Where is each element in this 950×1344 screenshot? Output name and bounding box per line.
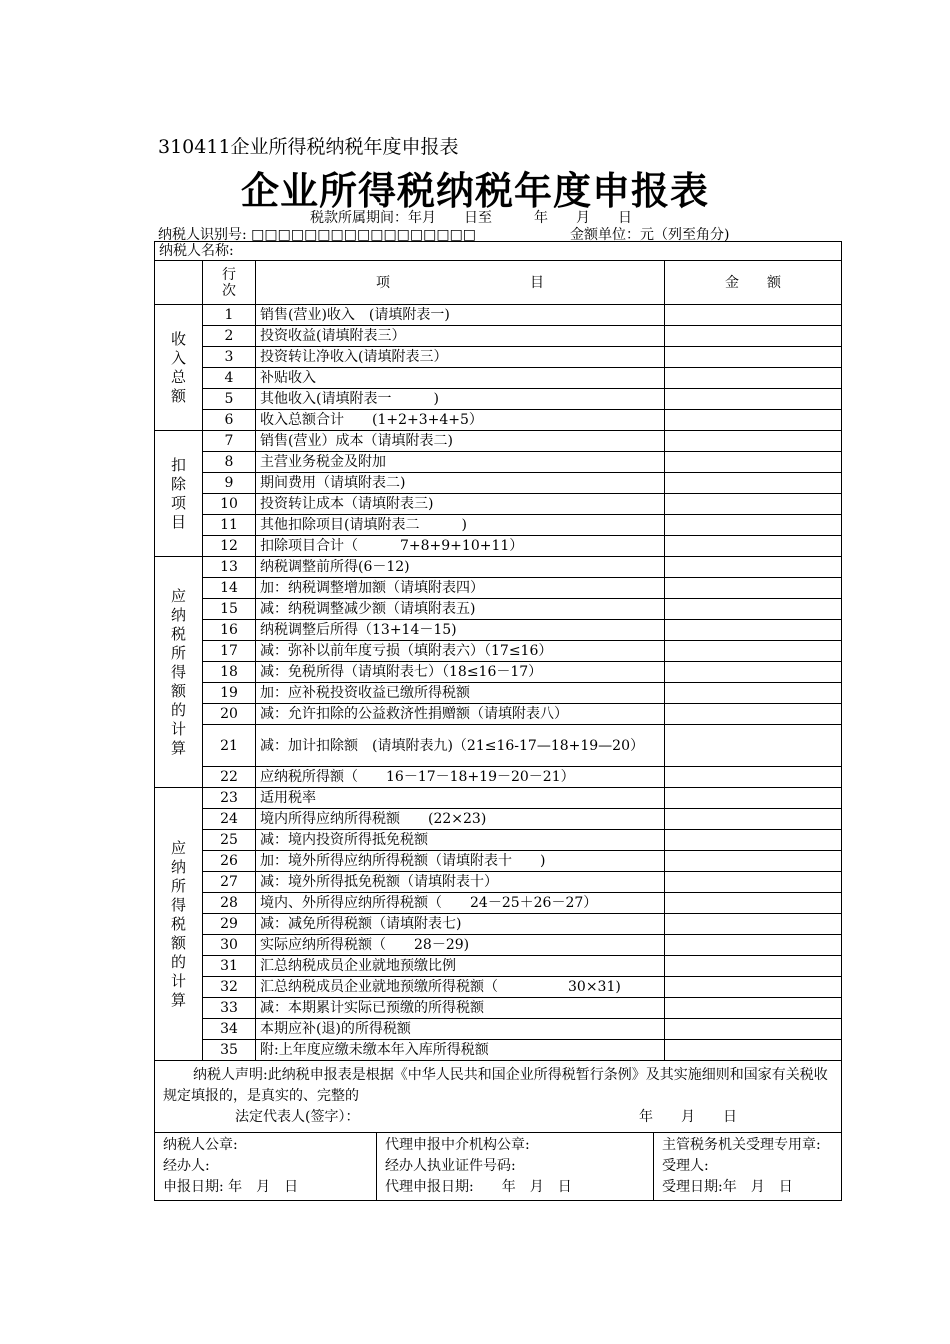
row-number: 23 <box>203 788 256 809</box>
row-item-text: 投资收益(请填附表三） <box>256 326 665 347</box>
row-item-text: 投资转让净收入(请填附表三） <box>256 347 665 368</box>
row-amount-field[interactable] <box>665 431 842 452</box>
row-item-text: 扣除项目合计（ 7+8+9+10+11） <box>256 536 665 557</box>
row-amount-field[interactable] <box>665 998 842 1019</box>
taxpayer-name-label: 纳税人名称: <box>159 243 234 259</box>
table-row <box>155 536 842 557</box>
table-row <box>155 1019 842 1040</box>
row-amount-field[interactable] <box>665 830 842 851</box>
row-item-text: 减：境外所得抵免税额（请填附表十） <box>256 872 665 893</box>
legal-representative-label[interactable]: 法定代表人(签字）： <box>235 1109 360 1125</box>
table-row <box>155 956 842 977</box>
row-number: 24 <box>203 809 256 830</box>
row-amount-field[interactable] <box>665 893 842 914</box>
row-item-text: 主营业务税金及附加 <box>256 452 665 473</box>
signature-row <box>155 1133 842 1201</box>
section-label: 应纳税所得额的计算 <box>155 557 203 788</box>
table-row <box>155 977 842 998</box>
taxpayer-id-label: 纳税人识别号: □□□□□□□□□□□□□□□□□ <box>158 227 477 243</box>
row-amount-field[interactable] <box>665 452 842 473</box>
row-amount-field[interactable] <box>665 515 842 536</box>
table-row <box>155 599 842 620</box>
table-row <box>155 872 842 893</box>
row-amount-field[interactable] <box>665 851 842 872</box>
taxpayer-declaration <box>155 1061 842 1133</box>
table-row <box>155 515 842 536</box>
row-number: 10 <box>203 494 256 515</box>
row-amount-field[interactable] <box>665 956 842 977</box>
header-item: 项 目 <box>256 261 665 305</box>
section-label: 应纳所得税额的计算 <box>155 788 203 1061</box>
amount-unit-label: 金额单位：元（列至角分) <box>570 227 730 243</box>
table-row <box>155 305 842 326</box>
row-item-text: 境内、外所得应纳所得税额（ 24－25＋26－27） <box>256 893 665 914</box>
row-item-text: 补贴收入 <box>256 368 665 389</box>
row-amount-field[interactable] <box>665 683 842 704</box>
table-row <box>155 662 842 683</box>
row-item-text: 应纳税所得额（ 16－17－18+19－20－21） <box>256 767 665 788</box>
row-amount-field[interactable] <box>665 935 842 956</box>
table-row <box>155 347 842 368</box>
tax-authority-block[interactable] <box>654 1133 842 1200</box>
row-item-text: 加：纳税调整增加额（请填附表四） <box>256 578 665 599</box>
row-amount-field[interactable] <box>665 326 842 347</box>
row-item-text: 减：减免所得税额（请填附表七) <box>256 914 665 935</box>
signature-line: 主管税务机关受理专用章: <box>662 1137 821 1153</box>
row-number: 15 <box>203 599 256 620</box>
table-row <box>155 641 842 662</box>
row-amount-field[interactable] <box>665 1040 842 1061</box>
row-number: 8 <box>203 452 256 473</box>
row-amount-field[interactable] <box>665 914 842 935</box>
signature-line: 纳税人公章: <box>163 1137 238 1153</box>
row-amount-field[interactable] <box>665 872 842 893</box>
row-item-text: 加：应补税投资收益已缴所得税额 <box>256 683 665 704</box>
signature-line: 代理申报日期: 年 月 日 <box>385 1179 572 1195</box>
table-row <box>155 998 842 1019</box>
row-item-text: 其他扣除项目(请填附表二 ) <box>256 515 665 536</box>
table-row <box>155 452 842 473</box>
row-number: 12 <box>203 536 256 557</box>
row-item-text: 汇总纳税成员企业就地预缴比例 <box>256 956 665 977</box>
row-number: 16 <box>203 620 256 641</box>
row-amount-field[interactable] <box>665 620 842 641</box>
table-row <box>155 431 842 452</box>
row-number: 25 <box>203 830 256 851</box>
row-amount-field[interactable] <box>665 473 842 494</box>
row-number: 30 <box>203 935 256 956</box>
row-number: 34 <box>203 1019 256 1040</box>
signature-line: 经办人执业证件号码: <box>385 1158 516 1174</box>
row-item-text: 减：免税所得（请填附表七）（18≤16－17） <box>256 662 665 683</box>
row-amount-field[interactable] <box>665 767 842 788</box>
row-item-text: 其他收入(请填附表一 ) <box>256 389 665 410</box>
row-item-text: 附:上年度应缴未缴本年入库所得税额 <box>256 1040 665 1061</box>
table-row <box>155 914 842 935</box>
row-number: 7 <box>203 431 256 452</box>
row-item-text: 投资转让成本（请填附表三) <box>256 494 665 515</box>
signature-line: 受理日期:年 月 日 <box>662 1179 793 1195</box>
document-code-line: 310411企业所得税纳税年度申报表 <box>158 136 459 158</box>
row-item-text: 减：加计扣除额 (请填附表九)（21≤16-17—18+19—20） <box>256 725 665 767</box>
row-number: 6 <box>203 410 256 431</box>
row-number: 1 <box>203 305 256 326</box>
table-row <box>155 494 842 515</box>
row-number: 31 <box>203 956 256 977</box>
row-item-text: 加：境外所得应纳所得税额（请填附表十 ) <box>256 851 665 872</box>
table-row <box>155 809 842 830</box>
row-amount-field[interactable] <box>665 578 842 599</box>
table-row <box>155 893 842 914</box>
declaration-form-table <box>154 241 842 1201</box>
row-number: 14 <box>203 578 256 599</box>
row-number: 19 <box>203 683 256 704</box>
row-number: 33 <box>203 998 256 1019</box>
row-amount-field[interactable] <box>665 389 842 410</box>
row-amount-field[interactable] <box>665 809 842 830</box>
signature-line: 代理申报中介机构公章: <box>385 1137 530 1153</box>
row-amount-field[interactable] <box>665 599 842 620</box>
agent-seal-block[interactable] <box>377 1133 654 1200</box>
table-row <box>155 725 842 767</box>
row-item-text: 收入总额合计 (1+2+3+4+5） <box>256 410 665 431</box>
signature-line: 经办人: <box>163 1158 210 1174</box>
row-number: 18 <box>203 662 256 683</box>
row-number: 9 <box>203 473 256 494</box>
tax-period-label: 税款所属期间：年月 日至 年 月 日 <box>310 210 632 226</box>
row-item-text: 本期应补(退)的所得税额 <box>256 1019 665 1040</box>
row-number: 22 <box>203 767 256 788</box>
section-label: 收入总额 <box>155 305 203 431</box>
row-number: 26 <box>203 851 256 872</box>
table-row <box>155 851 842 872</box>
table-row <box>155 368 842 389</box>
row-amount-field[interactable] <box>665 557 842 578</box>
row-number: 4 <box>203 368 256 389</box>
row-amount-field[interactable] <box>665 641 842 662</box>
row-item-text: 适用税率 <box>256 788 665 809</box>
row-item-text: 境内所得应纳所得税额 (22×23) <box>256 809 665 830</box>
row-number: 3 <box>203 347 256 368</box>
section-spacer <box>155 261 203 305</box>
row-amount-field[interactable] <box>665 662 842 683</box>
document-title: 企业所得税纳税年度申报表 <box>240 169 709 213</box>
row-number: 20 <box>203 704 256 725</box>
table-row <box>155 683 842 704</box>
row-number: 17 <box>203 641 256 662</box>
row-amount-field[interactable] <box>665 1019 842 1040</box>
table-row <box>155 830 842 851</box>
row-item-text: 减：境内投资所得抵免税额 <box>256 830 665 851</box>
row-number: 21 <box>203 725 256 767</box>
table-row <box>155 788 842 809</box>
table-row <box>155 326 842 347</box>
signature-line: 申报日期: 年 月 日 <box>163 1179 299 1195</box>
declaration-date: 年 月 日 <box>639 1109 737 1125</box>
row-item-text: 减：允许扣除的公益救济性捐赠额（请填附表八） <box>256 704 665 725</box>
table-row <box>155 620 842 641</box>
table-row <box>155 557 842 578</box>
table-row <box>155 389 842 410</box>
signature-line: 受理人: <box>662 1158 709 1174</box>
table-row <box>155 1040 842 1061</box>
table-row <box>155 704 842 725</box>
row-amount-field[interactable] <box>665 788 842 809</box>
row-item-text: 销售(营业)收入 (请填附表一) <box>256 305 665 326</box>
row-amount-field[interactable] <box>665 704 842 725</box>
table-row <box>155 578 842 599</box>
row-amount-field[interactable] <box>665 410 842 431</box>
row-amount-field[interactable] <box>665 725 842 767</box>
row-amount-field[interactable] <box>665 368 842 389</box>
row-amount-field[interactable] <box>665 305 842 326</box>
taxpayer-name-cell[interactable] <box>155 242 842 261</box>
section-label: 扣除项目 <box>155 431 203 557</box>
taxpayer-seal-block[interactable] <box>155 1133 377 1200</box>
row-amount-field[interactable] <box>665 494 842 515</box>
row-amount-field[interactable] <box>665 347 842 368</box>
row-item-text: 纳税调整后所得（13+14－15) <box>256 620 665 641</box>
row-amount-field[interactable] <box>665 977 842 998</box>
row-number: 27 <box>203 872 256 893</box>
row-number: 2 <box>203 326 256 347</box>
table-row <box>155 473 842 494</box>
row-number: 32 <box>203 977 256 998</box>
row-item-text: 销售(营业）成本（请填附表二) <box>256 431 665 452</box>
header-amount: 金 额 <box>665 261 842 305</box>
header-row-no: 行次 <box>203 261 256 305</box>
table-row <box>155 410 842 431</box>
row-item-text: 减：纳税调整减少额（请填附表五) <box>256 599 665 620</box>
row-number: 11 <box>203 515 256 536</box>
declaration-text: 纳税人声明:此纳税申报表是根据《中华人民共和国企业所得税暂行条例》及其实施细则和国家有关税收规定填报的，是真实的、完整的 <box>163 1067 828 1104</box>
row-number: 13 <box>203 557 256 578</box>
row-number: 35 <box>203 1040 256 1061</box>
row-number: 29 <box>203 914 256 935</box>
row-item-text: 减：弥补以前年度亏损（填附表六）（17≤16） <box>256 641 665 662</box>
row-item-text: 纳税调整前所得(6－12) <box>256 557 665 578</box>
table-row <box>155 935 842 956</box>
row-number: 28 <box>203 893 256 914</box>
row-amount-field[interactable] <box>665 536 842 557</box>
row-item-text: 汇总纳税成员企业就地预缴所得税额（ 30×31) <box>256 977 665 998</box>
row-item-text: 期间费用（请填附表二) <box>256 473 665 494</box>
row-item-text: 减：本期累计实际已预缴的所得税额 <box>256 998 665 1019</box>
row-item-text: 实际应纳所得税额（ 28－29) <box>256 935 665 956</box>
table-row <box>155 767 842 788</box>
row-number: 5 <box>203 389 256 410</box>
